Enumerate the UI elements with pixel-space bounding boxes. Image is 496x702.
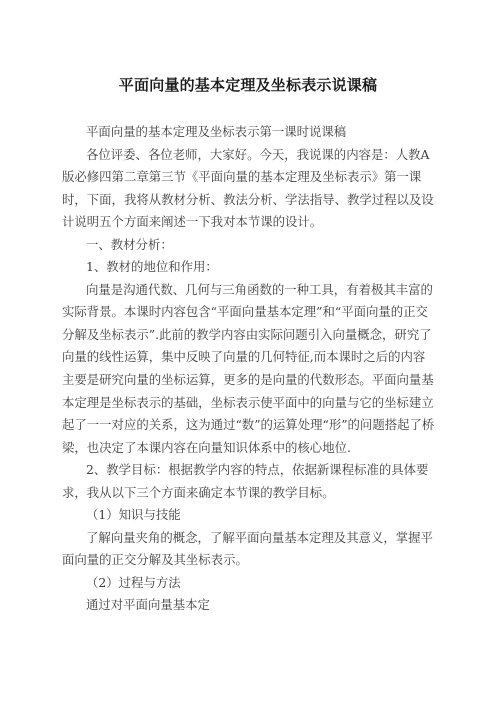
- paragraph-process-method: 通过对平面向量基本定: [86, 597, 210, 613]
- paragraph-position-and-role: 向量是沟通代数、几何与三角函数的一种工具，有着极其丰富的实际背景。本课时内容包含“平面向量基本定理”和“平面向量的正交分解及坐标表示”.此前的教学内容由实际问题引入向量概念，研究了向量的线性运算，集中反映了向量的几何特征,而本课时之后的内容主要是研究向量的坐标运算，更多的是向量的代数形态。平面向量基本定理是坐标表示的基础，坐标表示使平面中的向量与它的坐标建立起了一一对应的关系，这为通过“数”的运算处理“形”的问题搭起了桥梁，也决定了本课内容在向量知识体系中的核心地位.: [62, 281, 435, 455]
- subheading-position-and-role: 1、教材的地位和作用：: [86, 259, 218, 275]
- paragraph-knowledge-skills: 了解向量夹角的概念，了解平面向量基本定理及其意义，掌握平面向量的正交分解及其坐标表示。: [62, 529, 433, 568]
- paragraph-opening: 各位评委、各位老师，大家好。今天，我说课的内容是：人教A版必修四第二章第三节《平面向量的基本定理及坐标表示》第一课时，下面，我将从教材分析、教法分析、学法指导、教学过程以及设计说明五个方面来阐述一下我对本节课的设计。: [62, 146, 434, 230]
- document-title: 平面向量的基本定理及坐标表示说课稿: [118, 76, 378, 94]
- subheading-knowledge-skills: （1）知识与技能: [86, 507, 181, 523]
- subheading-process-method: （2）过程与方法: [86, 574, 181, 590]
- paragraph-subtitle: 平面向量的基本定理及坐标表示第一课时说课稿: [86, 124, 347, 139]
- section-heading-textbook-analysis: 一、教材分析：: [86, 236, 173, 252]
- document-body: [62, 121, 436, 617]
- paragraph-teaching-goals: 2、教学目标：根据教学内容的特点，依据新课程标准的具体要求，我从以下三个方面来确定本节课的教学目标。: [62, 462, 429, 500]
